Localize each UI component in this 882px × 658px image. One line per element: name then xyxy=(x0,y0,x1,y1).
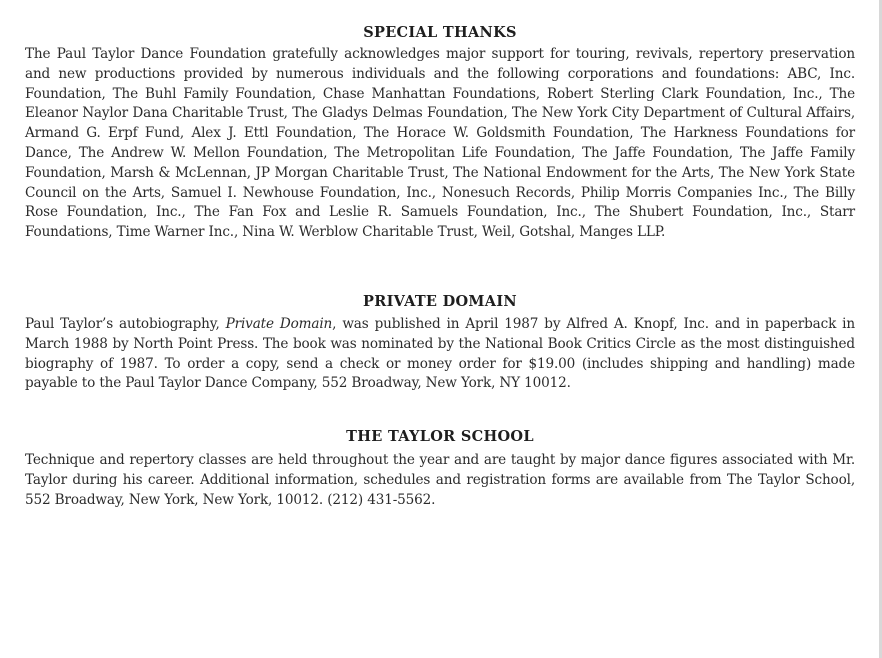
special-thanks-heading: SPECIAL THANKS xyxy=(363,24,517,41)
private-domain-heading: PRIVATE DOMAIN xyxy=(363,293,517,310)
taylor-school-section xyxy=(25,428,855,510)
special-thanks-body: The Paul Taylor Dance Foundation gratefully acknowledges major support for touring, revivals, repertory preservation and new productions provided by numerous individuals and the following corporations and foundations: ABC, Inc. Foundation, The Buhl Family Foundation, Chase Manhattan Foundations, Robert Sterling Clark Foundation, Inc., The Eleanor Naylor Dana Charitable Trust, The Gladys Delmas Foundation, The New York City Department of Cultural Affairs, Armand G. Erpf Fund, Alex J. Ettl Foundation, The Horace W. Goldsmith Foundation, The Harkness Foundations for Dance, The Andrew W. Mellon Foundation, The Metropolitan Life Foundation, The Jaffe Foundation, The Jaffe Family Foundation, Marsh & McLennan, JP Morgan Charitable Trust, The National Endowment for the Arts, The New York State Council on the Arts, Samuel I. Newhouse Foundation, Inc., Nonesuch Records, Philip Morris Companies Inc., The Billy Rose Foundation, Inc., The Fan Fox and Leslie R. Samuels Foundation, Inc., The Shubert Foundation, Inc., Starr Foundations, Time Warner Inc., Nina W. Werblow Charitable Trust, Weil, Gotshal, Manges LLP. xyxy=(25,46,855,241)
private-domain-section xyxy=(25,293,855,394)
special-thanks-section xyxy=(25,24,855,243)
taylor-school-body: Technique and repertory classes are held throughout the year and are taught by major dance figures associated with Mr. Taylor during his career. Additional information, schedules and registration forms are available from The Taylor School, 552 Broadway, New York, New York, 10012. (212) 431-5562. xyxy=(25,452,855,508)
private-domain-body xyxy=(25,315,855,394)
taylor-school-heading: THE TAYLOR SCHOOL xyxy=(346,428,534,445)
private-domain-body-end: , was published in April 1987 by Alfred A. Knopf, Inc. and in paperback in March 1988 by North Point Press. The book was nominated by the National Book Critics Circle as the most distinguished biography of 1987. To order a copy, send a check or money order for $19.00 (includes shipping and handling) made payable to the Paul Taylor Dance Company, 552 Broadway, New York, NY 10012. xyxy=(25,316,855,392)
book-title: Private Domain xyxy=(225,316,333,332)
private-domain-body-start: Paul Taylor’s autobiography, xyxy=(25,316,226,332)
